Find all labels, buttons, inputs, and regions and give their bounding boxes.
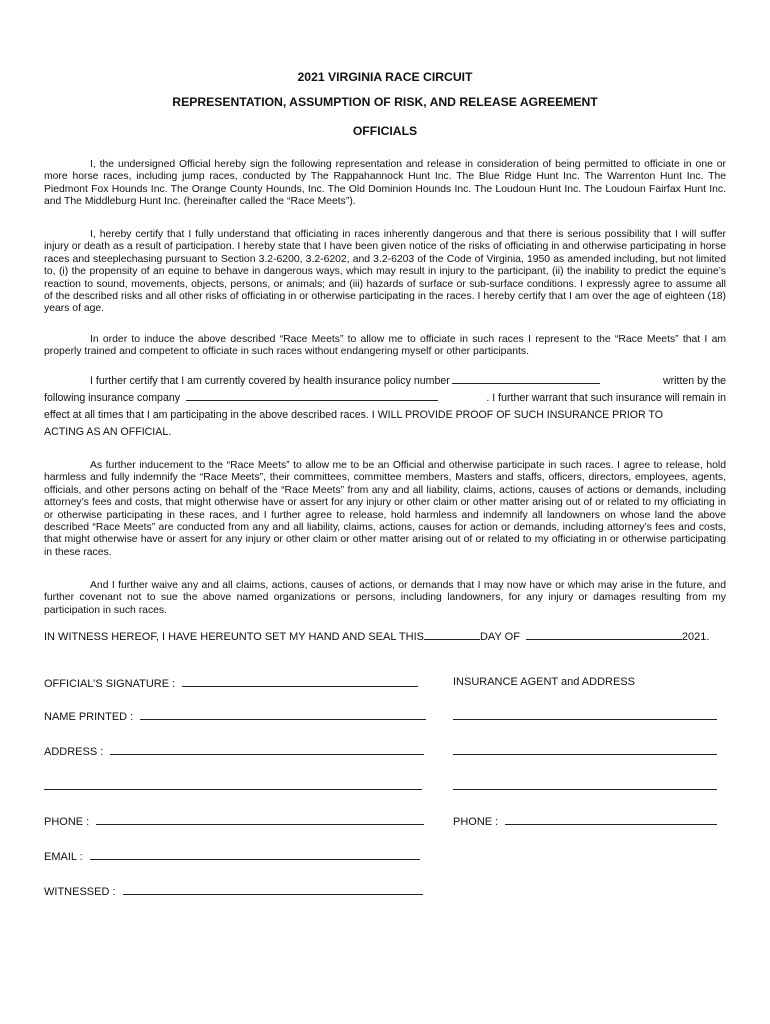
name-printed-row: NAME PRINTED : bbox=[44, 709, 426, 723]
witness-line: IN WITNESS HEREOF, I HAVE HEREUNTO SET MY HAND AND SEAL THIS DAY OF 2021. bbox=[44, 631, 710, 643]
agent-phone-row: PHONE : bbox=[453, 814, 717, 828]
paragraph-insurance: I further certify that I am currently covered by health insurance policy number written by the following insurance company . I further warrant that such insurance will remain in effect at all times that I am participating in the above described races. I WILL PROVIDE PROOF OF SUCH INSURANCE PRIOR TO ACTING AS AN OFFICIAL. bbox=[44, 375, 726, 438]
insurance-agent-heading: INSURANCE AGENT and ADDRESS bbox=[453, 676, 635, 688]
address-line-2 bbox=[44, 779, 422, 793]
address-field-2[interactable] bbox=[44, 779, 422, 790]
email-row: EMAIL : bbox=[44, 849, 420, 863]
agent-line-3 bbox=[453, 779, 717, 793]
agent-address-field-2[interactable] bbox=[453, 744, 717, 755]
witnessed-field[interactable] bbox=[123, 884, 423, 895]
paragraph-release-indemnify: As further inducement to the “Race Meets” to allow me to be an Official and otherwise participate in such races. I agree to release, hold harmless and fully indemnify the “Race Meets”, their committees, committee members, Masters and staffs, officers, directors, employees, agents, officials, and other persons acting on behalf of the “Race Meets” from any and all liability, claims, actions, causes of actions or demands, including attorney’s fees and costs, that might otherwise have or assert for any injury or other claim or other matter arising out of or related to my officiating in or otherwise participating in these races, and I further agree to release, hold harmless and indemnify all landowners on whose land the above described “Race Meets” are conducted from any and all liability, claims, actions, causes for action or demands, including attorney’s fees and costs, that might otherwise have or assert for any injury or other claim or other matter arising out of or related to my officiating in or otherwise participating in these races. bbox=[44, 460, 726, 558]
paragraph-waiver: And I further waive any and all claims, actions, causes of actions, or demands that I may now have or which may arise in the future, and further covenant not to sue the above named organizations or persons, including landowners, for any injury or damages resulting from my participation in such races. bbox=[44, 580, 726, 616]
insurance-company-field[interactable] bbox=[186, 390, 438, 401]
address-field[interactable] bbox=[110, 744, 424, 755]
document-title: 2021 VIRGINIA RACE CIRCUIT bbox=[297, 70, 473, 84]
document-subtitle: REPRESENTATION, ASSUMPTION OF RISK, AND RELEASE AGREEMENT bbox=[172, 95, 598, 109]
month-field[interactable] bbox=[526, 629, 682, 640]
policy-number-field[interactable] bbox=[452, 373, 600, 384]
section-heading: OFFICIALS bbox=[352, 124, 418, 138]
agent-address-field-1[interactable] bbox=[453, 709, 717, 720]
agent-phone-field[interactable] bbox=[505, 814, 717, 825]
address-row: ADDRESS : bbox=[44, 744, 424, 758]
phone-row: PHONE : bbox=[44, 814, 424, 828]
paragraph-consideration: I, the undersigned Official hereby sign the following representation and release in consideration of being permitted to officiate in one or more horse races, including jump races, conducted by The Rappahannock Hunt Inc. The Blue Ridge Hunt Inc. The Warrenton Hunt Inc. The Piedmont Fox Hounds Inc. The Orange County Hounds, Inc. The Old Dominion Hounds Inc. The Loudoun Hunt Inc. The Loudoun Fairfax Hunt Inc. and The Middleburg Hunt Inc. (hereinafter called the “Race Meets”). bbox=[44, 159, 726, 208]
paragraph-inducement: In order to induce the above described “Race Meets” to allow me to officiate in such races I represent to the “Race Meets” that I am properly trained and competent to officiate in such races without endangering myself or other participants. bbox=[44, 334, 726, 358]
agent-line-1 bbox=[453, 709, 717, 723]
phone-field[interactable] bbox=[96, 814, 424, 825]
agent-address-field-3[interactable] bbox=[453, 779, 717, 790]
signature-row: OFFICIAL’S SIGNATURE : bbox=[44, 676, 418, 690]
agent-line-2 bbox=[453, 744, 717, 758]
email-field[interactable] bbox=[90, 849, 420, 860]
day-field[interactable] bbox=[424, 629, 480, 640]
name-printed-field[interactable] bbox=[140, 709, 426, 720]
paragraph-risk-acknowledgement: I, hereby certify that I fully understand that officiating in races inherently dangerous and that there is serious possibility that I will suffer injury or death as a result of participation. I hereby state that I have been given notice of the risks of officiating in and otherwise participating in horse races and steeplechasing pursuant to Section 3.2-6200, 3.2-6202, and 3.2-6203 of the Code of Virginia, 1950 as amended including, but not limited to, (i) the propensity of an equine to behave in dangerous ways, which may result in injury to the participant, (ii) the inability to predict the equine’s reaction to sound, movements, objects, persons, or animals; and (iii) hazards of surface or sub-surface conditions. I expressly agree to assume all of the described risks and all other risks of officiating in or otherwise participating in the races. I hereby certify that I am over the age of eighteen (18) years of age. bbox=[44, 229, 726, 315]
witnessed-row: WITNESSED : bbox=[44, 884, 423, 898]
signature-field[interactable] bbox=[182, 676, 418, 687]
